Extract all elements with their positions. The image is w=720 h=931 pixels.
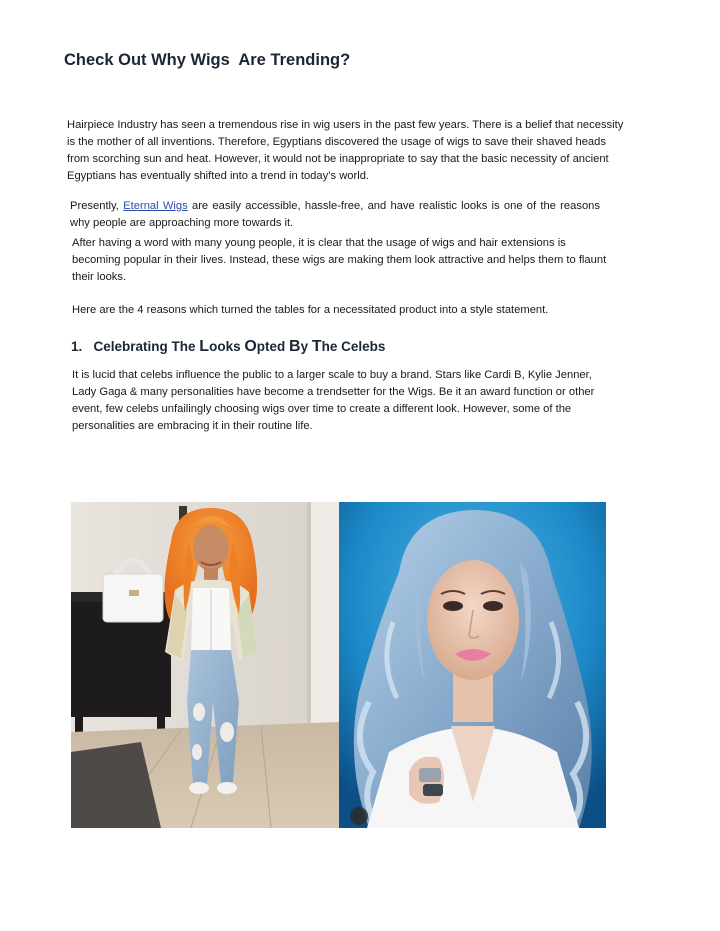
section1-paragraph: It is lucid that celebs influence the public to a larger scale to buy a brand. Stars like Cardi B, Kylie Jenner, Lady Gaga & many personalities have become a trendsetter for the Wigs. Be it an award function or other event, few celebs unfailingly choosing wigs over time to create a different look. However, some of the personalities are embracing it in their routine life. xyxy=(72,369,595,432)
heading-letter-b: B xyxy=(289,338,301,355)
heading-part-3: pted xyxy=(256,339,290,354)
reasons-intro-paragraph: Here are the 4 reasons which turned the tables for a necessitated product into a style statement. xyxy=(72,304,549,316)
young-people-paragraph: After having a word with many young people, it is clear that the usage of wigs and hair extensions is becoming popular in their lives. Instead, these wigs are making them look attractive and helps them to flaunt their looks. xyxy=(72,237,607,283)
intro-paragraph: Hairpiece Industry has seen a tremendous rise in wig users in the past few years. There is a belief that necessity is the mother of all inventions. Therefore, Egyptians discovered the usage of wigs to save their shaved heads from scorching sun and heat. However, it would not be inappropriate to say that the basic necessity of ancient Egyptians has eventually shifted into a trend in today’s world. xyxy=(67,119,624,182)
heading-part-4: y xyxy=(300,339,312,354)
presently-text-before: Presently, xyxy=(70,200,124,212)
celebrity-orange-wig-photo xyxy=(71,502,339,828)
eternal-wigs-link[interactable]: Eternal Wigs xyxy=(123,200,188,212)
heading-part-2: ooks xyxy=(209,339,245,354)
heading-part-5: he Celebs xyxy=(321,339,386,354)
presently-paragraph xyxy=(70,198,600,232)
heading-letter-l: L xyxy=(199,338,210,355)
celebrity-blue-wig-photo xyxy=(339,502,606,828)
heading-letter-o: O xyxy=(244,338,257,355)
presently-text-after: are easily accessible, hassle-free, and have realistic looks is one of the reasons why people are approaching more towards it. xyxy=(70,200,600,229)
section-number: 1. xyxy=(71,339,83,354)
heading-letter-t: T xyxy=(311,338,322,355)
page-title: Check Out Why Wigs Are Trending? xyxy=(64,51,351,69)
heading-part-1: Celebrating The xyxy=(93,339,200,354)
section-heading-1 xyxy=(71,338,385,356)
